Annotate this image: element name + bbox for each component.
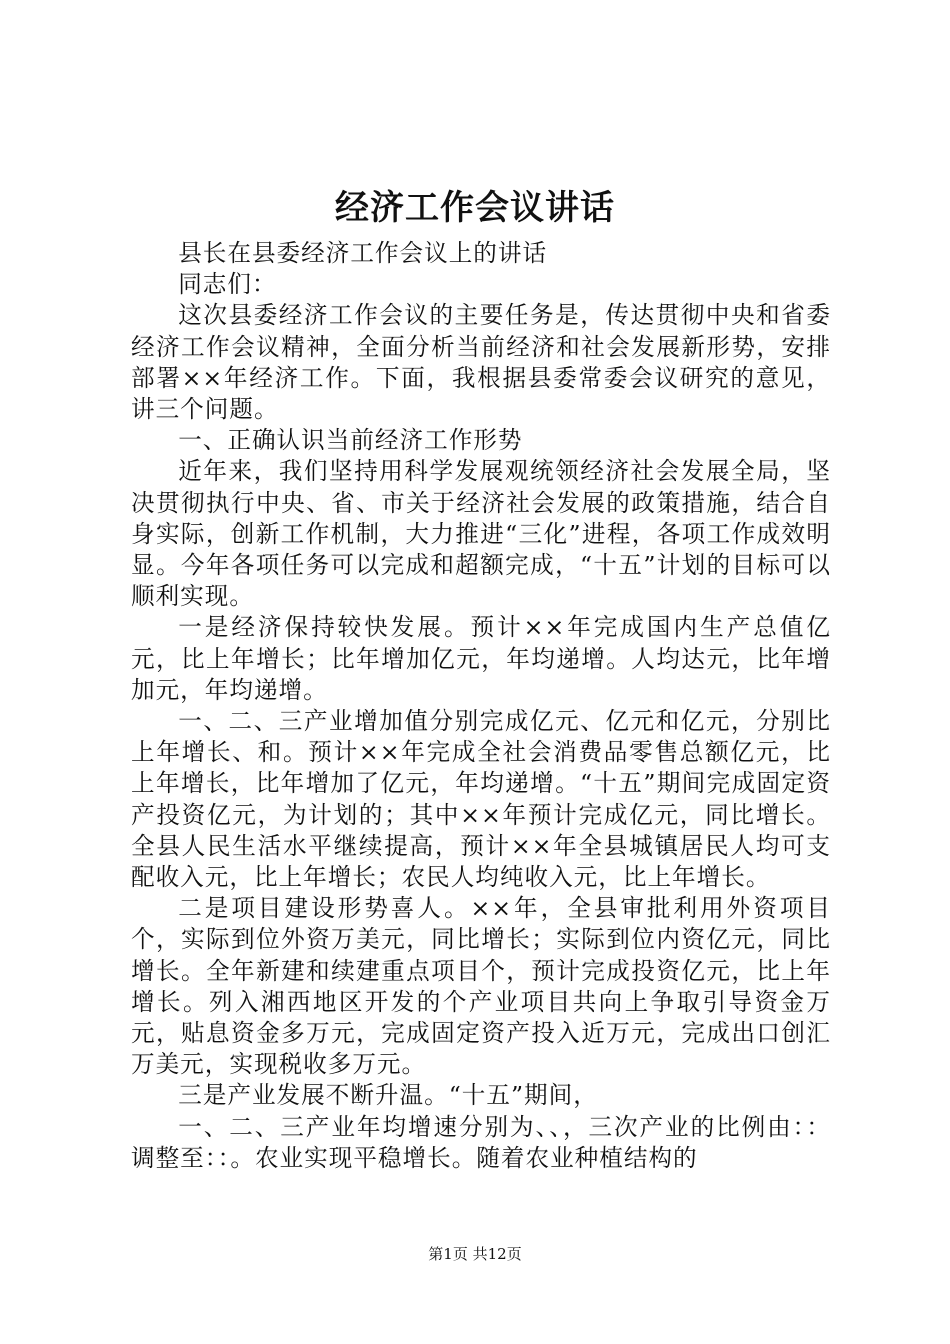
paragraph-overview: 近年来，我们坚持用科学发展观统领经济社会发展全局，坚决贯彻执行中央、省、市关于经济社会发展的政策措施，结合自身实际，创新工作机制，大力推进“三化”进程，各项工作成效明显。今年各项任务可以完成和超额完成，“十五”计划的目标可以顺利实现。 (131, 457, 831, 611)
paragraph-projects: 二是项目建设形势喜人。××年，全县审批利用外资项目个，实际到位外资万美元，同比增长；实际到位内资亿元，同比增长。全年新建和续建重点项目个，预计完成投资亿元，比上年增长。列入湘西地区开发的个产业项目共向上争取引导资金万元，贴息资金多万元，完成固定资产投入近万元，完成出口创汇万美元，实现税收多万元。 (131, 894, 831, 1079)
paragraph-industry-value: 一、二、三产业增加值分别完成亿元、亿元和亿元，分别比上年增长、和。预计××年完成全社会消费品零售总额亿元，比上年增长，比年增加了亿元，年均递增。“十五”期间完成固定资产投资亿元，为计划的；其中××年预计完成亿元，同比增长。全县人民生活水平继续提高，预计××年全县城镇居民人均可支配收入元，比上年增长；农民人均纯收入元，比上年增长。 (131, 707, 831, 892)
paragraph-economy: 一是经济保持较快发展。预计××年完成国内生产总值亿元，比上年增长；比年增加亿元，年均递增。人均达元，比年增加元，年均递增。 (131, 613, 831, 704)
paragraph-industry-growth: 一、二、三产业年均增速分别为、、，三次产业的比例由：：调整至：：。农业实现平稳增长。随着农业种植结构的 (131, 1112, 831, 1172)
paragraph-intro: 这次县委经济工作会议的主要任务是，传达贯彻中央和省委经济工作会议精神，全面分析当前经济和社会发展新形势，安排部署××年经济工作。下面，我根据县委常委会议研究的意见，讲三个问题。 (131, 301, 831, 424)
page-footer: 第1页 共12页 (428, 1245, 522, 1263)
document-body (131, 238, 831, 1174)
section-heading-1: 一、正确认识当前经济工作形势 (178, 426, 523, 455)
document-title: 经济工作会议讲话 (335, 188, 615, 228)
paragraph-industry-development: 三是产业发展不断升温。“十五”期间， (178, 1081, 598, 1110)
paragraph-salutation: 同志们： (178, 270, 277, 299)
paragraph-subtitle: 县长在县委经济工作会议上的讲话 (178, 239, 548, 267)
